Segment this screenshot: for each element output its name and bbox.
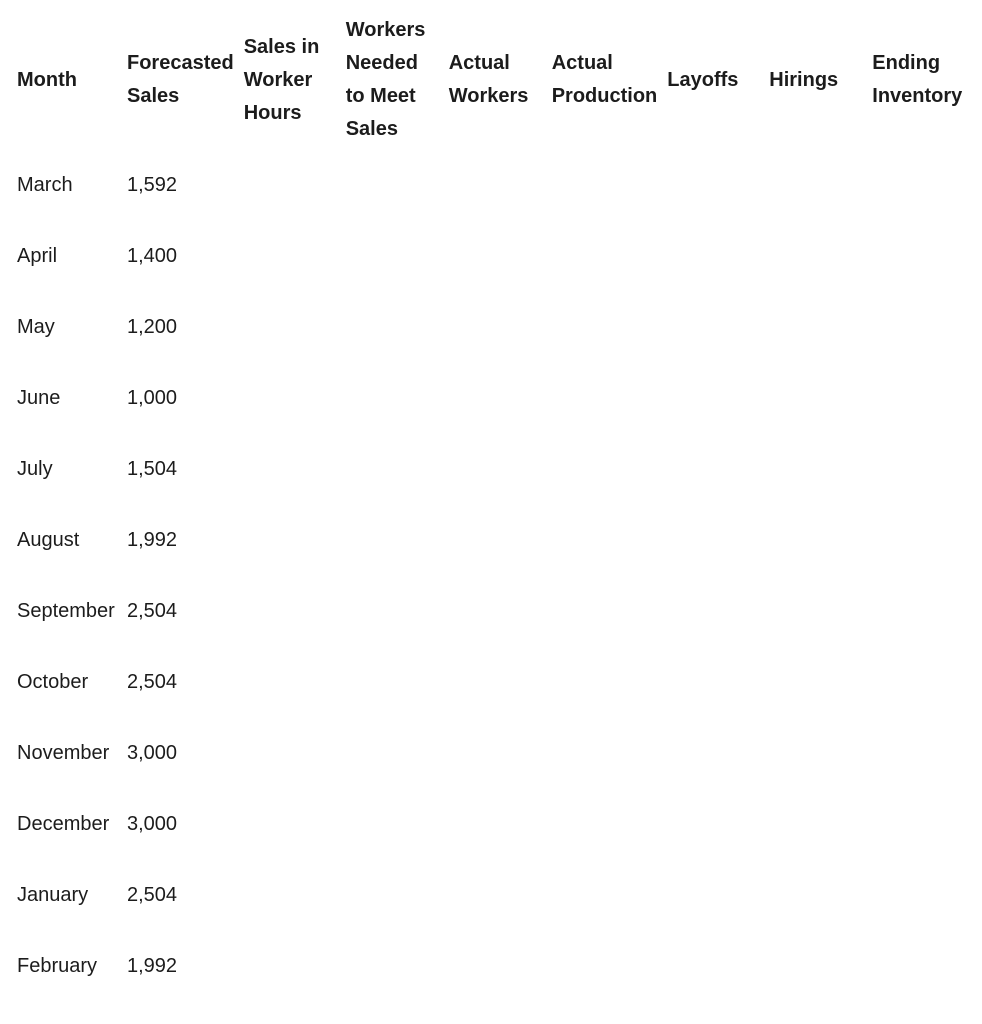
header-hirings: Hirings (769, 68, 839, 91)
header-actual-production: Actual Production (551, 52, 658, 107)
cell-hirings (759, 789, 862, 860)
cell-month: June (17, 387, 61, 409)
cell-layoffs (657, 505, 759, 576)
cell-hirings (759, 505, 862, 576)
cell-month: July (17, 458, 53, 480)
cell-hirings (759, 221, 862, 292)
cell-forecasted-sales: 2,504 (127, 671, 178, 693)
table-row (7, 363, 972, 434)
cell-forecasted-sales: 1,992 (127, 955, 178, 977)
cell-month: April (17, 245, 58, 267)
cell-ending-inventory (862, 860, 972, 931)
header-layoffs: Layoffs (667, 68, 739, 91)
cell-month: November (17, 742, 110, 764)
cell-layoffs (657, 931, 759, 1002)
cell-month: March (17, 174, 73, 196)
cell-hirings (759, 150, 862, 221)
cell-forecasted-sales: 3,000 (127, 813, 178, 835)
cell-actual-workers (439, 789, 542, 860)
cell-layoffs (657, 718, 759, 789)
table-row (7, 505, 972, 576)
header-ending-inventory: Ending Inventory (872, 52, 963, 107)
cell-forecasted-sales: 1,400 (127, 245, 178, 267)
cell-sales-in-worker-hours (234, 221, 336, 292)
cell-layoffs (657, 434, 759, 505)
cell-forecasted-sales: 1,200 (127, 316, 178, 338)
cell-ending-inventory (862, 931, 972, 1002)
cell-ending-inventory (862, 718, 972, 789)
cell-sales-in-worker-hours (234, 576, 336, 647)
cell-month: October (17, 671, 89, 693)
cell-workers-needed (336, 931, 439, 1002)
cell-sales-in-worker-hours (234, 505, 336, 576)
header-row (7, 10, 972, 150)
cell-actual-production (542, 647, 658, 718)
cell-month: September (17, 600, 115, 622)
cell-ending-inventory (862, 434, 972, 505)
table-body (7, 150, 972, 1002)
cell-workers-needed (336, 150, 439, 221)
table-row (7, 150, 972, 221)
cell-actual-workers (439, 718, 542, 789)
cell-actual-workers (439, 434, 542, 505)
table-row (7, 718, 972, 789)
header-forecasted-sales: Forecasted Sales (127, 52, 234, 107)
table-row (7, 434, 972, 505)
cell-hirings (759, 576, 862, 647)
cell-sales-in-worker-hours (234, 789, 336, 860)
production-plan-table (7, 10, 972, 1002)
cell-actual-production (542, 434, 658, 505)
cell-forecasted-sales: 2,504 (127, 884, 178, 906)
cell-sales-in-worker-hours (234, 434, 336, 505)
cell-hirings (759, 647, 862, 718)
cell-hirings (759, 292, 862, 363)
cell-month: February (17, 955, 98, 977)
table-row (7, 789, 972, 860)
cell-actual-production (542, 789, 658, 860)
cell-month: August (17, 529, 80, 551)
cell-actual-production (542, 150, 658, 221)
cell-sales-in-worker-hours (234, 860, 336, 931)
table-row (7, 292, 972, 363)
cell-ending-inventory (862, 363, 972, 434)
cell-forecasted-sales: 1,000 (127, 387, 178, 409)
cell-layoffs (657, 647, 759, 718)
cell-layoffs (657, 576, 759, 647)
cell-layoffs (657, 860, 759, 931)
cell-sales-in-worker-hours (234, 931, 336, 1002)
cell-ending-inventory (862, 576, 972, 647)
cell-workers-needed (336, 647, 439, 718)
cell-actual-production (542, 363, 658, 434)
cell-forecasted-sales: 2,504 (127, 600, 178, 622)
cell-workers-needed (336, 434, 439, 505)
cell-month: December (17, 813, 110, 835)
cell-sales-in-worker-hours (234, 292, 336, 363)
cell-actual-workers (439, 576, 542, 647)
cell-layoffs (657, 221, 759, 292)
cell-actual-workers (439, 860, 542, 931)
cell-workers-needed (336, 363, 439, 434)
header-actual-workers: Actual Workers (448, 52, 529, 107)
cell-forecasted-sales: 3,000 (127, 742, 178, 764)
cell-ending-inventory (862, 647, 972, 718)
cell-actual-production (542, 505, 658, 576)
cell-month: January (17, 884, 89, 906)
cell-hirings (759, 434, 862, 505)
cell-ending-inventory (862, 292, 972, 363)
cell-layoffs (657, 292, 759, 363)
cell-ending-inventory (862, 221, 972, 292)
cell-actual-workers (439, 363, 542, 434)
cell-hirings (759, 860, 862, 931)
cell-sales-in-worker-hours (234, 647, 336, 718)
cell-actual-production (542, 718, 658, 789)
cell-sales-in-worker-hours (234, 150, 336, 221)
cell-workers-needed (336, 860, 439, 931)
cell-forecasted-sales: 1,992 (127, 529, 178, 551)
table-row (7, 647, 972, 718)
cell-sales-in-worker-hours (234, 363, 336, 434)
cell-actual-production (542, 931, 658, 1002)
table-row (7, 860, 972, 931)
cell-actual-workers (439, 221, 542, 292)
cell-actual-workers (439, 150, 542, 221)
cell-forecasted-sales: 1,592 (127, 174, 178, 196)
cell-layoffs (657, 363, 759, 434)
cell-workers-needed (336, 221, 439, 292)
table-row (7, 931, 972, 1002)
table-row (7, 576, 972, 647)
cell-workers-needed (336, 505, 439, 576)
cell-ending-inventory (862, 505, 972, 576)
cell-actual-workers (439, 931, 542, 1002)
cell-forecasted-sales: 1,504 (127, 458, 178, 480)
table-row (7, 221, 972, 292)
header-sales-in-worker-hours: Sales in Worker Hours (243, 35, 320, 124)
cell-actual-production (542, 576, 658, 647)
cell-workers-needed (336, 718, 439, 789)
cell-workers-needed (336, 789, 439, 860)
cell-hirings (759, 931, 862, 1002)
cell-workers-needed (336, 576, 439, 647)
cell-actual-production (542, 292, 658, 363)
cell-month: May (17, 316, 55, 338)
header-workers-needed: Workers Needed to Meet Sales (345, 19, 426, 140)
cell-actual-production (542, 221, 658, 292)
cell-ending-inventory (862, 150, 972, 221)
cell-actual-workers (439, 647, 542, 718)
cell-layoffs (657, 150, 759, 221)
cell-ending-inventory (862, 789, 972, 860)
cell-layoffs (657, 789, 759, 860)
cell-actual-production (542, 860, 658, 931)
cell-workers-needed (336, 292, 439, 363)
cell-actual-workers (439, 505, 542, 576)
header-month: Month (17, 68, 77, 91)
cell-hirings (759, 363, 862, 434)
cell-hirings (759, 718, 862, 789)
cell-actual-workers (439, 292, 542, 363)
cell-sales-in-worker-hours (234, 718, 336, 789)
